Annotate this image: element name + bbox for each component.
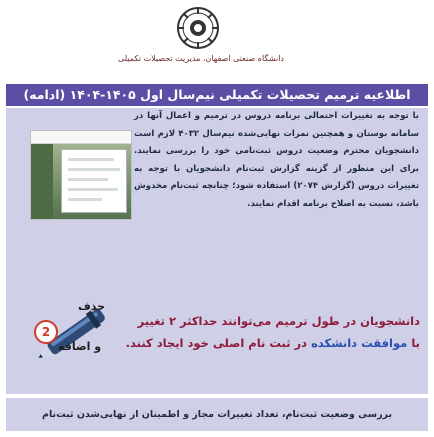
drop-label: حذف <box>78 300 106 313</box>
footer-note: بررسی وضعیت ثبت‌نام، تعداد تغییرات مجاز و اطمینان از نهایی‌شدن ثبت‌نام <box>6 398 428 431</box>
screenshot-line <box>68 158 114 161</box>
screenshot-line <box>68 178 108 181</box>
content-panel <box>6 108 428 394</box>
screenshot-sidebar <box>31 144 53 219</box>
header <box>0 0 434 82</box>
announcement-paragraph: با توجه به تغییرات احتمالی برنامه دروس در ترمیم و اعمال آنها در سامانه بوستان و همچنین نمرات نهایی‌شده نیم‌سال ۴۰۳۲ لازم است دانشجویان محترم وضعیت دروس ثبت‌نامی خود را بررسی نمایند. برای این منظور از گزینه گزارش ثبت‌نام دانشجویان با توجه به تغییرات دروس (گزارش ۲۰۷۴) استفاده شود؛ چنانچه ثبت‌نام مخدوش باشد، نسبت به اصلاح برنامه اقدام نمایند. <box>134 111 420 209</box>
screenshot-line <box>68 168 120 171</box>
screenshot-line <box>68 198 102 201</box>
change-limit-post: در ثبت نام اصلی خود ایجاد کنند. <box>125 336 308 350</box>
change-limit-pre: با <box>411 336 420 350</box>
add-label: و اضافه <box>58 340 102 353</box>
university-seal-icon <box>176 6 220 50</box>
university-name: دانشگاه صنعتی اصفهان، مدیریت تحصیلات تکمیلی <box>118 54 284 63</box>
change-limit-line-1: دانشجویان در طول ترمیم می‌توانند حداکثر ۲ تغییر <box>137 314 420 328</box>
screenshot-dialog <box>61 149 127 213</box>
add-drop-illustration <box>24 280 122 376</box>
change-limit-notice <box>124 310 420 354</box>
system-screenshot-image <box>30 130 132 220</box>
change-limit-line-2 <box>124 332 420 354</box>
screenshot-toolbar <box>31 131 131 144</box>
faculty-approval-text: موافقت دانشکده <box>311 336 408 350</box>
page-title: اطلاعیه ترمیم تحصیلات تکمیلی نیم‌سال اول ۱۴۰۵-۱۴۰۴ (ادامه) <box>6 84 428 106</box>
step-number-badge: 2 <box>34 320 58 344</box>
screenshot-line <box>68 188 118 191</box>
